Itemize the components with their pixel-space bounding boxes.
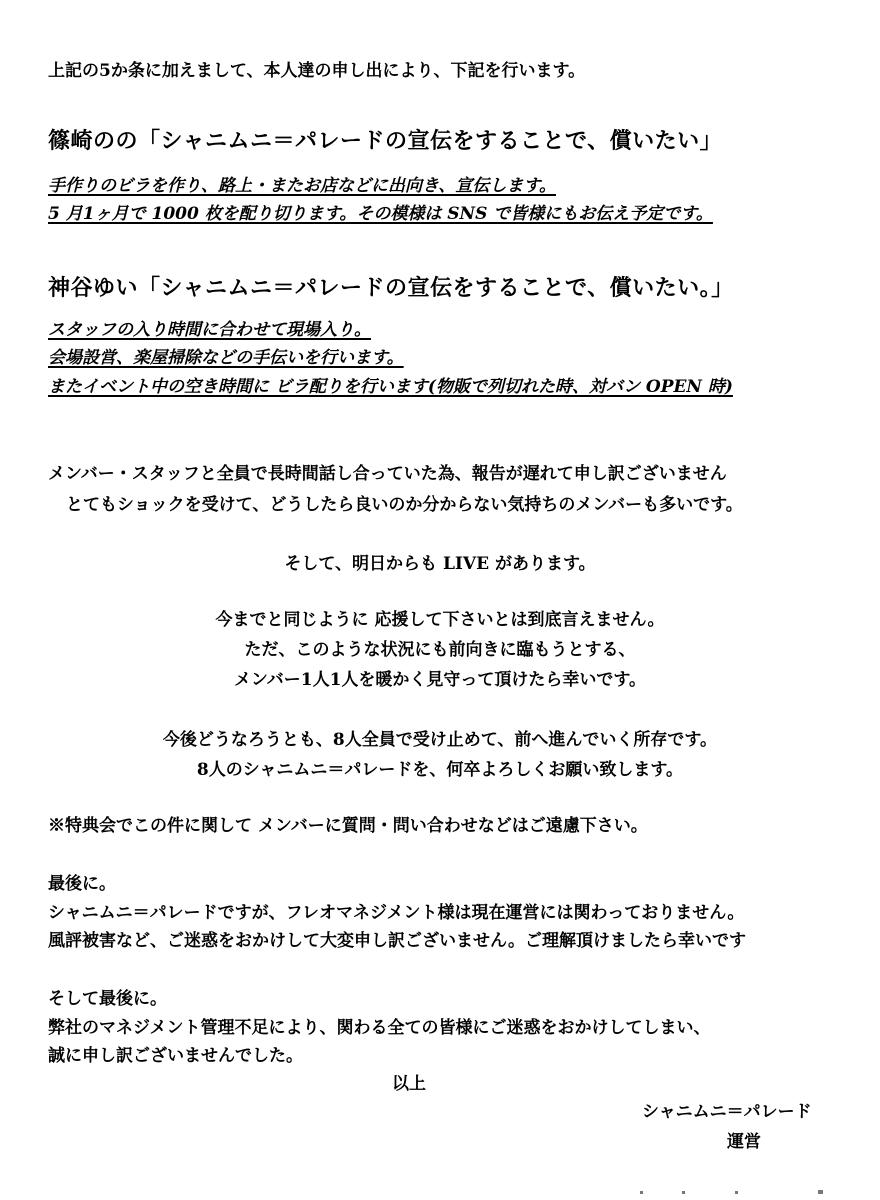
section1-line-1: 手作りのビラを作り、路上・またお店などに出向き、宣伝します。 xyxy=(48,176,556,196)
final-line-1: そして最後に。 xyxy=(48,989,167,1009)
apology-line-1: メンバー・スタッフと全員で長時間話し合っていた為、報告が遅れて申し訳ございません xyxy=(48,464,727,484)
support-line-2: ただ、このような状況にも前向きに臨もうとする、 xyxy=(244,640,636,660)
section1-heading: 篠崎のの「シャニムニ＝パレードの宣伝をすることで、償いたい」 xyxy=(48,128,723,154)
support-line-3: メンバー1人1人を暖かく見守って頂けたら幸いです。 xyxy=(233,670,647,690)
section2-heading: 神谷ゆい「シャニムニ＝パレードの宣伝をすることで、償いたい。」 xyxy=(48,275,734,301)
signature-role: 運営 xyxy=(727,1132,761,1152)
apology-line-2: とてもショックを受けて、どうしたら良いのか分からない気持ちのメンバーも多いです。 xyxy=(66,495,743,515)
last-line-2: シャニムニ＝パレードですが、フレオマネジメント様は現在運営には関わっておりません。 xyxy=(48,903,745,923)
signature-group: シャニムニ＝パレード xyxy=(642,1102,812,1122)
note-text: ※特典会でこの件に関して メンバーに質問・問い合わせなどはご遠慮下さい。 xyxy=(48,816,648,836)
support-line-1: 今までと同じように 応援して下さいとは到底言えません。 xyxy=(215,610,665,630)
final-line-2: 弊社のマネジメント管理不足により、関わる全ての皆様にご迷惑をおかけしてしまい、 xyxy=(48,1018,711,1038)
live-text: そして、明日からも LIVE があります。 xyxy=(284,554,596,574)
final-line-3: 誠に申し訳ございませんでした。 xyxy=(48,1046,303,1066)
last-line-3: 風評被害など、ご迷惑をおかけして大変申し訳ございません。ご理解頂けましたら幸いです xyxy=(48,931,747,951)
intro-text: 上記の5か条に加えまして、本人達の申し出により、下記を行います。 xyxy=(48,61,586,81)
last-line-1: 最後に。 xyxy=(48,874,116,894)
cutoff-marks xyxy=(640,1188,830,1194)
section2-line-2: 会場設営、楽屋掃除などの手伝いを行います。 xyxy=(48,348,404,368)
section2-line-3: またイベント中の空き時間に ビラ配りを行います(物販で列切れた時、対バン OPEN 時) xyxy=(48,377,733,397)
forward-line-2: 8人のシャニムニ＝パレードを、何卒よろしくお願い致します。 xyxy=(196,760,684,780)
section1-line-2: 5 月1ヶ月で 1000 枚を配り切ります。その模様は SNS で皆様にもお伝え予定です。 xyxy=(48,204,713,224)
section2-line-1: スタッフの入り時間に合わせて現場入り。 xyxy=(48,320,371,340)
forward-line-1: 今後どうなろうとも、8人全員で受け止めて、前へ進んでいく所存です。 xyxy=(162,730,718,750)
closing-text: 以上 xyxy=(392,1074,426,1094)
